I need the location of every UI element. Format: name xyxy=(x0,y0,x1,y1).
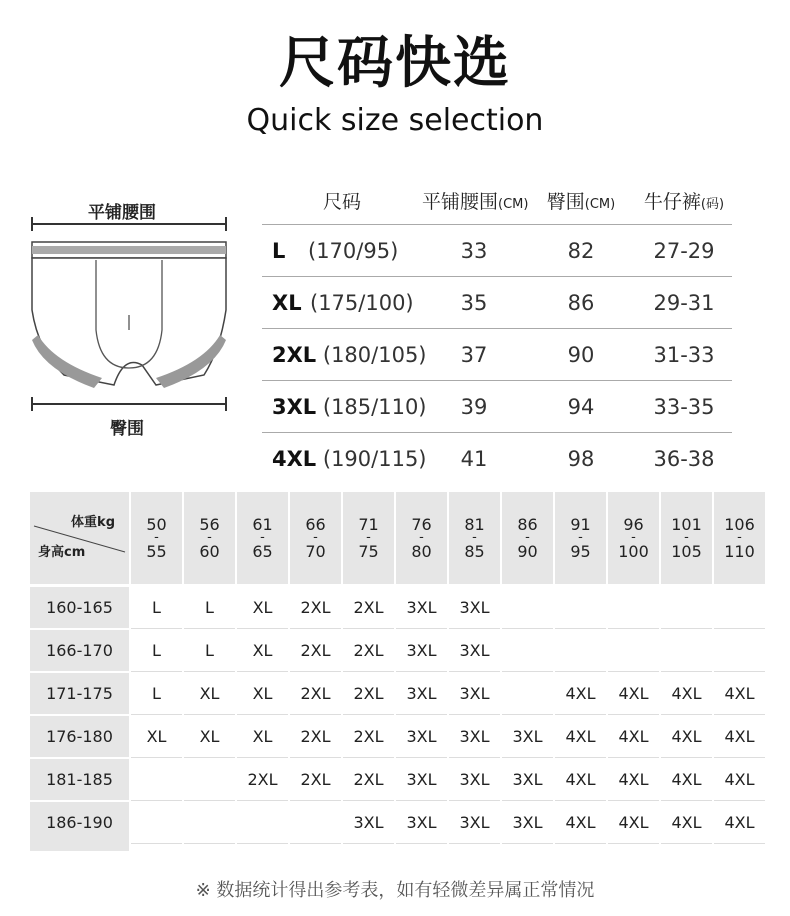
waist-value: 39 xyxy=(460,394,488,419)
hip-value: 82 xyxy=(567,238,595,263)
size-cell: 4XL xyxy=(661,673,712,715)
table-row xyxy=(30,673,761,715)
size-cell: XL xyxy=(184,673,235,715)
jeans-value: 29-31 xyxy=(653,290,715,315)
height-range-label: 176-180 xyxy=(30,716,129,758)
size-cell: XL xyxy=(237,673,288,715)
size-cell: 4XL xyxy=(608,802,659,844)
waist-value: 41 xyxy=(460,446,488,471)
size-cell: 4XL xyxy=(661,716,712,758)
size-cell xyxy=(714,630,765,672)
header-size: 尺码 xyxy=(322,190,361,213)
size-cell: 3XL xyxy=(502,716,553,758)
size-cell xyxy=(184,802,235,844)
size-cell: 2XL xyxy=(343,673,394,715)
height-range-label: 181-185 xyxy=(30,759,129,801)
size-cell: 3XL xyxy=(396,630,447,672)
weight-top: 101 xyxy=(671,515,702,534)
weight-bottom: 110 xyxy=(724,542,755,561)
size-name: 2XL xyxy=(272,342,317,367)
size-spec: (180/105) xyxy=(322,342,427,367)
size-cell xyxy=(131,759,182,801)
weight-dash: - xyxy=(419,530,424,545)
size-cell: XL xyxy=(237,630,288,672)
hip-value: 90 xyxy=(567,342,595,367)
size-name: XL xyxy=(272,290,302,315)
weight-range-header xyxy=(290,492,341,584)
grid-bottom-bar xyxy=(30,843,129,851)
size-table-header xyxy=(262,176,732,224)
corner-weight-label: 体重kg xyxy=(71,515,115,530)
size-cell xyxy=(502,587,553,629)
weight-dash: - xyxy=(578,530,583,545)
weight-top: 61 xyxy=(252,515,273,534)
weight-range-header xyxy=(555,492,606,584)
table-row xyxy=(262,224,732,276)
corner-height-label: 身高cm xyxy=(38,545,86,560)
weight-range-header xyxy=(131,492,182,584)
size-name: L xyxy=(272,238,286,263)
weight-top: 76 xyxy=(411,515,432,534)
table-row xyxy=(30,587,761,629)
size-cell: XL xyxy=(184,716,235,758)
underwear-diagram xyxy=(24,190,234,440)
weight-bottom: 85 xyxy=(464,542,485,561)
weight-range-header xyxy=(502,492,553,584)
jeans-value: 27-29 xyxy=(653,238,715,263)
weight-dash: - xyxy=(313,530,318,545)
hip-label: 臀围 xyxy=(110,419,144,439)
waist-value: 35 xyxy=(460,290,488,315)
weight-top: 86 xyxy=(517,515,538,534)
size-cell: 3XL xyxy=(449,802,500,844)
size-cell xyxy=(237,802,288,844)
page-subtitle: Quick size selection xyxy=(246,103,544,138)
weight-height-grid xyxy=(30,492,761,844)
waist-value: 37 xyxy=(460,342,488,367)
size-cell xyxy=(714,587,765,629)
page-title: 尺码快选 xyxy=(279,31,511,96)
table-row xyxy=(30,630,761,672)
weight-dash: - xyxy=(737,530,742,545)
grid-body xyxy=(30,587,761,844)
size-cell xyxy=(555,630,606,672)
hip-value: 98 xyxy=(567,446,595,471)
size-cell: L xyxy=(184,587,235,629)
size-cell: L xyxy=(131,673,182,715)
weight-dash: - xyxy=(472,530,477,545)
size-name: 4XL xyxy=(272,446,317,471)
size-cell: 3XL xyxy=(396,759,447,801)
weight-range-header xyxy=(449,492,500,584)
table-row xyxy=(30,716,761,758)
weight-range-header xyxy=(396,492,447,584)
size-cell xyxy=(502,673,553,715)
size-cell: 2XL xyxy=(343,630,394,672)
size-spec: (190/115) xyxy=(322,446,427,471)
size-cell: 2XL xyxy=(343,759,394,801)
weight-dash: - xyxy=(684,530,689,545)
size-cell: XL xyxy=(237,716,288,758)
table-row xyxy=(262,380,732,432)
weight-top: 81 xyxy=(464,515,485,534)
weight-range-header xyxy=(237,492,288,584)
weight-top: 71 xyxy=(358,515,379,534)
weight-bottom: 90 xyxy=(517,542,538,561)
diagonal-divider-icon xyxy=(30,492,129,584)
size-cell xyxy=(131,802,182,844)
size-table xyxy=(262,176,732,484)
size-cell: 4XL xyxy=(555,673,606,715)
size-cell: 4XL xyxy=(714,673,765,715)
weight-range-header xyxy=(343,492,394,584)
jeans-value: 36-38 xyxy=(653,446,715,471)
weight-bottom: 95 xyxy=(570,542,591,561)
weight-dash: - xyxy=(260,530,265,545)
size-cell: 2XL xyxy=(237,759,288,801)
grid-header-row xyxy=(30,492,761,584)
weight-range-header xyxy=(714,492,765,584)
underwear-outline-icon xyxy=(24,190,234,440)
table-row xyxy=(262,328,732,380)
weight-range-header xyxy=(661,492,712,584)
size-cell xyxy=(661,630,712,672)
weight-top: 106 xyxy=(724,515,755,534)
table-row xyxy=(30,802,761,844)
size-cell: L xyxy=(184,630,235,672)
height-range-label: 186-190 xyxy=(30,802,129,844)
height-range-label: 166-170 xyxy=(30,630,129,672)
size-spec: (170/95) xyxy=(308,238,399,263)
size-cell: 3XL xyxy=(502,802,553,844)
size-cell xyxy=(290,802,341,844)
weight-dash: - xyxy=(154,530,159,545)
header-waist: 平铺腰围(CM) xyxy=(422,190,529,213)
weight-dash: - xyxy=(525,530,530,545)
size-cell: 3XL xyxy=(449,630,500,672)
size-cell: 2XL xyxy=(343,716,394,758)
height-range-label: 160-165 xyxy=(30,587,129,629)
header-hip: 臀围(CM) xyxy=(546,190,616,213)
size-cell: 3XL xyxy=(396,673,447,715)
size-name: 3XL xyxy=(272,394,317,419)
table-row xyxy=(30,759,761,801)
jeans-value: 33-35 xyxy=(653,394,715,419)
size-cell: 3XL xyxy=(449,759,500,801)
size-cell: 4XL xyxy=(714,802,765,844)
size-cell: 2XL xyxy=(290,759,341,801)
size-cell: XL xyxy=(131,716,182,758)
waist-value: 33 xyxy=(460,238,488,263)
size-cell: 2XL xyxy=(290,673,341,715)
size-cell: 3XL xyxy=(343,802,394,844)
size-cell xyxy=(555,587,606,629)
weight-bottom: 55 xyxy=(146,542,167,561)
weight-top: 50 xyxy=(146,515,167,534)
weight-bottom: 75 xyxy=(358,542,379,561)
size-cell: 4XL xyxy=(555,759,606,801)
weight-dash: - xyxy=(631,530,636,545)
weight-top: 66 xyxy=(305,515,326,534)
size-cell: 4XL xyxy=(555,716,606,758)
size-spec: (175/100) xyxy=(310,290,414,315)
size-cell xyxy=(608,587,659,629)
table-row xyxy=(262,432,732,484)
size-cell: 2XL xyxy=(290,587,341,629)
size-cell: 4XL xyxy=(555,802,606,844)
size-cell: 3XL xyxy=(396,587,447,629)
size-cell: 2XL xyxy=(290,630,341,672)
weight-range-header xyxy=(608,492,659,584)
size-cell: 4XL xyxy=(714,716,765,758)
size-cell: L xyxy=(131,630,182,672)
size-cell: 4XL xyxy=(661,759,712,801)
weight-top: 96 xyxy=(623,515,644,534)
size-cell: 3XL xyxy=(449,673,500,715)
size-cell: 3XL xyxy=(396,802,447,844)
weight-bottom: 65 xyxy=(252,542,273,561)
weight-bottom: 60 xyxy=(199,542,220,561)
weight-top: 56 xyxy=(199,515,220,534)
size-cell xyxy=(608,630,659,672)
weight-bottom: 70 xyxy=(305,542,326,561)
size-cell xyxy=(661,587,712,629)
table-row xyxy=(262,276,732,328)
size-cell xyxy=(502,630,553,672)
weight-bottom: 100 xyxy=(618,542,649,561)
size-cell xyxy=(184,759,235,801)
weight-top: 91 xyxy=(570,515,591,534)
size-cell: 4XL xyxy=(608,759,659,801)
size-cell: 3XL xyxy=(449,587,500,629)
size-cell: 2XL xyxy=(343,587,394,629)
weight-bottom: 80 xyxy=(411,542,432,561)
hip-value: 86 xyxy=(567,290,595,315)
size-cell: XL xyxy=(237,587,288,629)
height-range-label: 171-175 xyxy=(30,673,129,715)
size-cell: 3XL xyxy=(449,716,500,758)
weight-bottom: 105 xyxy=(671,542,702,561)
footnote: ※ 数据统计得出参考表，如有轻微差异属正常情况 xyxy=(195,880,595,901)
size-cell: 4XL xyxy=(608,716,659,758)
grid-corner xyxy=(30,492,129,584)
header-jeans: 牛仔裤(码) xyxy=(643,190,725,213)
size-cell: L xyxy=(131,587,182,629)
size-cell: 4XL xyxy=(608,673,659,715)
weight-dash: - xyxy=(366,530,371,545)
size-cell: 4XL xyxy=(661,802,712,844)
weight-range-header xyxy=(184,492,235,584)
size-spec: (185/110) xyxy=(322,394,427,419)
weight-dash: - xyxy=(207,530,212,545)
waist-label: 平铺腰围 xyxy=(88,203,156,223)
jeans-value: 31-33 xyxy=(653,342,715,367)
size-cell: 2XL xyxy=(290,716,341,758)
size-cell: 4XL xyxy=(714,759,765,801)
size-cell: 3XL xyxy=(396,716,447,758)
size-cell: 3XL xyxy=(502,759,553,801)
hip-value: 94 xyxy=(567,394,595,419)
